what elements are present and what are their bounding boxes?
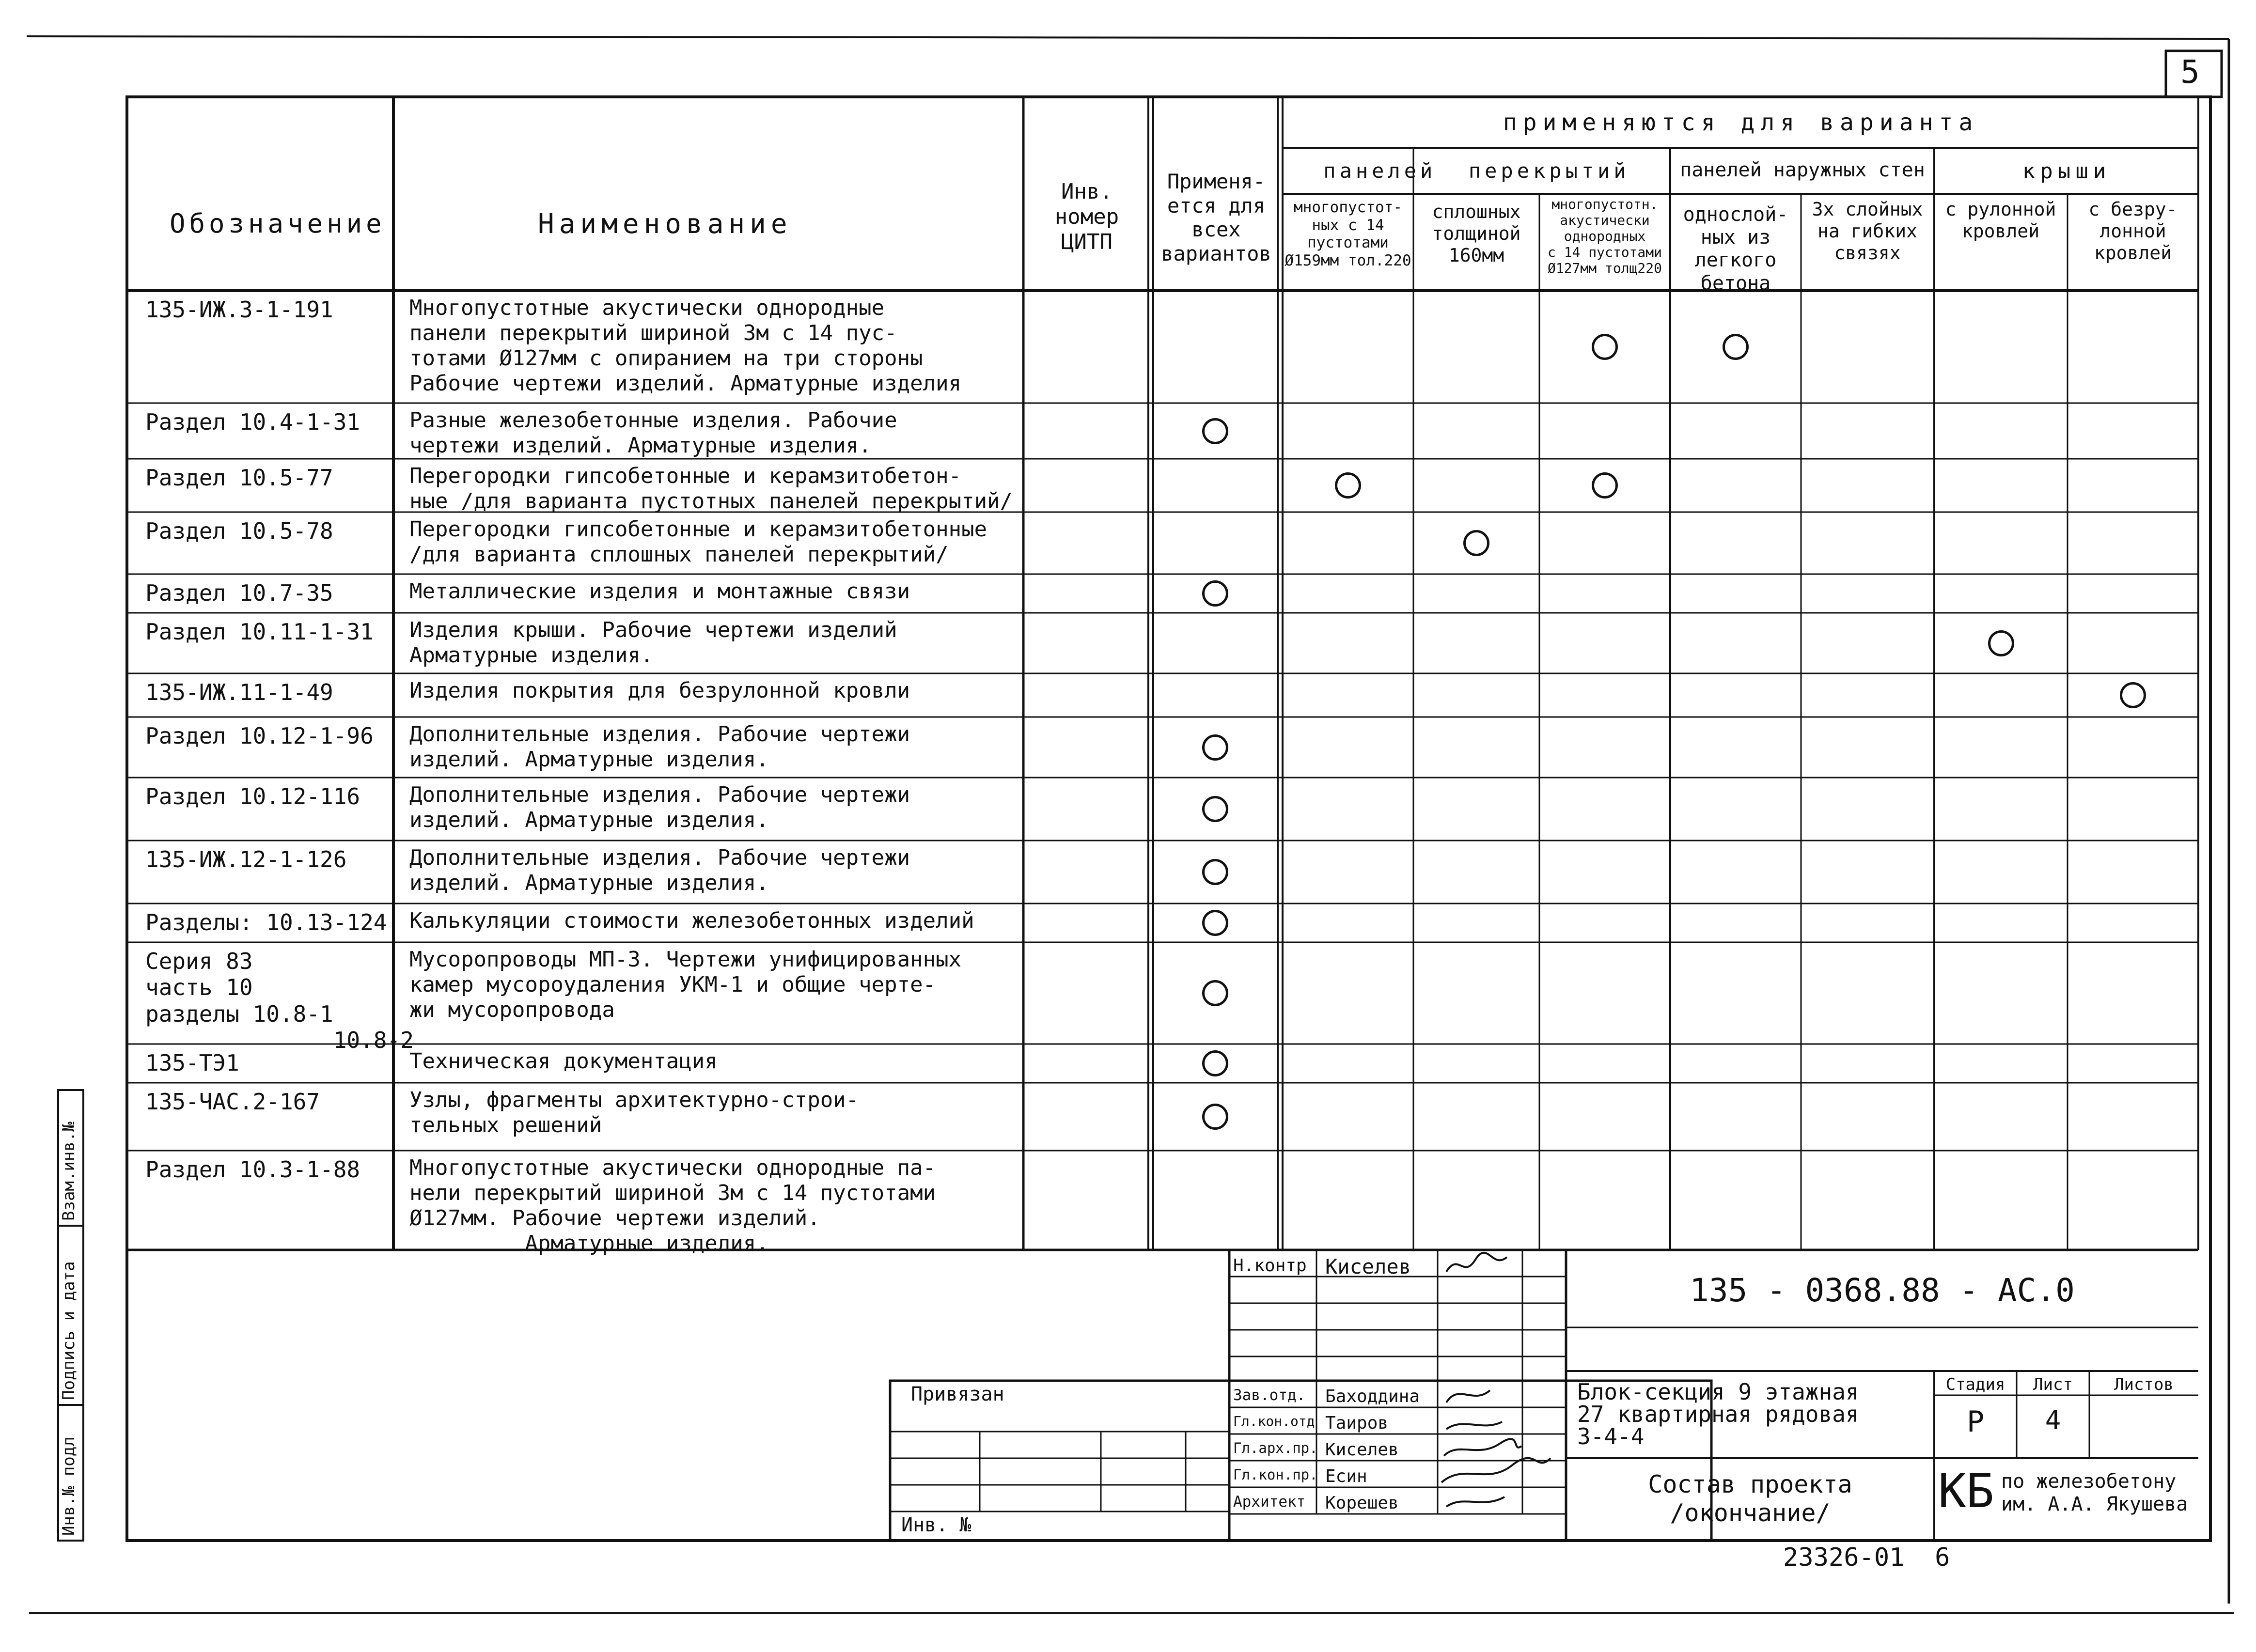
row-name: Перегородки гипсобетонные и керамзитобетон- ные /для варианта пустотных панелей перекрытий/ bbox=[409, 464, 1013, 514]
object-title: Блок-секция 9 этажная 27 квартирная рядовая 3-4-4 bbox=[1577, 1379, 1859, 1449]
subcol-header-7: с безру- лонной кровлей bbox=[2088, 199, 2178, 264]
signature-1 bbox=[1446, 1253, 1507, 1272]
role-gl-kon-pr: Гл.кон.пр. bbox=[1233, 1466, 1318, 1483]
row-designation: 135-ИЖ.11-1-49 bbox=[145, 679, 333, 705]
person-n-kontr: Киселев bbox=[1325, 1255, 1411, 1278]
signature-5 bbox=[1441, 1458, 1551, 1482]
header-all-variants: Применя- ется для всех вариантов bbox=[1161, 170, 1271, 265]
row-designation: Разделы: 10.13-124 bbox=[145, 909, 387, 935]
row-name: Дополнительные изделия. Рабочие чертежи изделий. Арматурные изделия. bbox=[409, 782, 910, 832]
row-name: Перегородки гипсобетонные и керамзитобетонные /для варианта сплошных панелей перекрытий/ bbox=[409, 517, 987, 567]
row-name: Калькуляции стоимости железобетонных изделий bbox=[409, 908, 974, 933]
role-zav-otd: Зав.отд. bbox=[1233, 1387, 1306, 1404]
person-gl-kon-otd: Таиров bbox=[1325, 1413, 1389, 1433]
signature-2 bbox=[1446, 1390, 1490, 1403]
row-designation: Серия 83 часть 10 разделы 10.8-1 10.8-2 bbox=[145, 948, 414, 1053]
row-name: Разные железобетонные изделия. Рабочие чертежи изделий. Арматурные изделия. bbox=[409, 408, 897, 458]
row-designation: Раздел 10.5-77 bbox=[145, 465, 333, 491]
signature-3 bbox=[1446, 1422, 1502, 1429]
row-name: Многопустотные акустически однородные па- нели перекрытий шириной 3м с 14 пустотами Ø127мм. Рабочие чертежи изделий. Арматурные изделия. bbox=[409, 1155, 936, 1256]
subcol-header-3: многопустотн. акустически однородных с 14 пустотами Ø127мм толщ220 bbox=[1547, 196, 1662, 277]
header-name: Наименование bbox=[538, 208, 792, 240]
header-inv-number: Инв. номер ЦИТП bbox=[1054, 179, 1119, 254]
person-gl-kon-pr: Есин bbox=[1325, 1466, 1367, 1486]
row-designation: 135-ТЭ1 bbox=[145, 1050, 239, 1076]
row-designation: 135-ЧАС.2-167 bbox=[145, 1089, 320, 1115]
row-designation: Раздел 10.3-1-88 bbox=[145, 1156, 360, 1183]
subcol-header-4: однослой- ных из легкого бетона bbox=[1683, 203, 1788, 295]
header-group-roof: крыши bbox=[2022, 159, 2111, 184]
person-gl-arh-pr: Киселев bbox=[1325, 1440, 1399, 1460]
document-code: 135 - 0368.88 - АС.0 bbox=[1690, 1272, 2075, 1309]
org-name: по железобетону им. А.А. Якушева bbox=[2001, 1470, 2188, 1516]
sheet-number: 5 bbox=[2180, 53, 2200, 91]
row-name: Изделия крыши. Рабочие чертежи изделий Арматурные изделия. bbox=[409, 618, 897, 668]
row-name: Узлы, фрагменты архитектурно-строи- тельных решений bbox=[409, 1088, 859, 1138]
row-name: Мусоропроводы МП-3. Чертежи унифицированных камер мусороудаления УКМ-1 и общие черте- жи мусоропровода bbox=[409, 947, 962, 1022]
sheet-title: Состав проекта /окончание/ bbox=[1648, 1470, 1852, 1527]
header-designation: Обозначение bbox=[170, 208, 386, 239]
row-designation: Раздел 10.7-35 bbox=[145, 580, 333, 606]
person-zav-otd: Баходдина bbox=[1325, 1387, 1420, 1406]
inv-no-label: Инв. № bbox=[901, 1514, 971, 1536]
signature-6 bbox=[1446, 1497, 1504, 1507]
subcol-header-1: многопустот- ных с 14 пустотами Ø159мм тол.220 bbox=[1285, 199, 1411, 269]
privyazan-label: Привязан bbox=[911, 1383, 1004, 1405]
row-designation: Раздел 10.12-1-96 bbox=[145, 723, 374, 749]
side-label-inv-podl: Инв.№ подл bbox=[59, 1436, 78, 1536]
bottom-archive-number: 23326-01 6 bbox=[1783, 1543, 1950, 1572]
role-arhitekt: Архитект bbox=[1233, 1493, 1306, 1511]
person-arhitekt: Корешев bbox=[1325, 1493, 1399, 1513]
side-label-vzam-inv: Взам.инв.№ bbox=[59, 1122, 78, 1221]
header-group-floor: панелей перекрытий bbox=[1323, 159, 1630, 183]
sheet-label: Лист bbox=[2033, 1375, 2073, 1394]
row-designation: Раздел 10.11-1-31 bbox=[145, 619, 374, 645]
sheet-value: 4 bbox=[2045, 1405, 2061, 1435]
row-designation: Раздел 10.4-1-31 bbox=[145, 409, 360, 435]
row-name: Дополнительные изделия. Рабочие чертежи изделий. Арматурные изделия. bbox=[409, 722, 910, 772]
org-logo: КБ bbox=[1938, 1464, 1994, 1518]
signature-4 bbox=[1444, 1439, 1521, 1456]
row-name: Металлические изделия и монтажные связи bbox=[409, 579, 910, 604]
row-name: Изделия покрытия для безрулонной кровли bbox=[409, 678, 910, 703]
role-gl-arh-pr: Гл.арх.пр. bbox=[1233, 1440, 1318, 1456]
row-name: Техническая документация bbox=[409, 1049, 718, 1074]
subcol-header-2: сплошных толщиной 160мм bbox=[1432, 201, 1521, 266]
header-group-walls: панелей наружных стен bbox=[1680, 159, 1925, 181]
row-designation: Раздел 10.12-116 bbox=[145, 783, 360, 810]
sheets-label: Листов bbox=[2114, 1375, 2174, 1394]
row-designation: Раздел 10.5-78 bbox=[145, 518, 333, 544]
row-designation: 135-ИЖ.12-1-126 bbox=[145, 846, 347, 873]
stage-label: Стадия bbox=[1945, 1375, 2005, 1394]
subcol-header-6: с рулонной кровлей bbox=[1945, 199, 2056, 242]
row-name: Многопустотные акустически однородные панели перекрытий шириной 3м с 14 пус- тотами Ø127мм с опиранием на три стороны Рабочие чертежи изделий. Арматурные изделия bbox=[409, 296, 962, 396]
role-n-kontr: Н.контр bbox=[1233, 1256, 1307, 1276]
header-applied-for-variant: применяются для варианта bbox=[1503, 109, 1979, 136]
row-designation: 135-ИЖ.3-1-191 bbox=[145, 296, 333, 323]
side-label-signature-date: Подпись и дата bbox=[59, 1261, 78, 1400]
stage-value: Р bbox=[1966, 1405, 1985, 1439]
row-name: Дополнительные изделия. Рабочие чертежи изделий. Арматурные изделия. bbox=[409, 845, 910, 895]
role-gl-kon-otd: Гл.кон.отд bbox=[1233, 1413, 1315, 1429]
subcol-header-5: 3х слойных на гибких связях bbox=[1812, 199, 1923, 264]
